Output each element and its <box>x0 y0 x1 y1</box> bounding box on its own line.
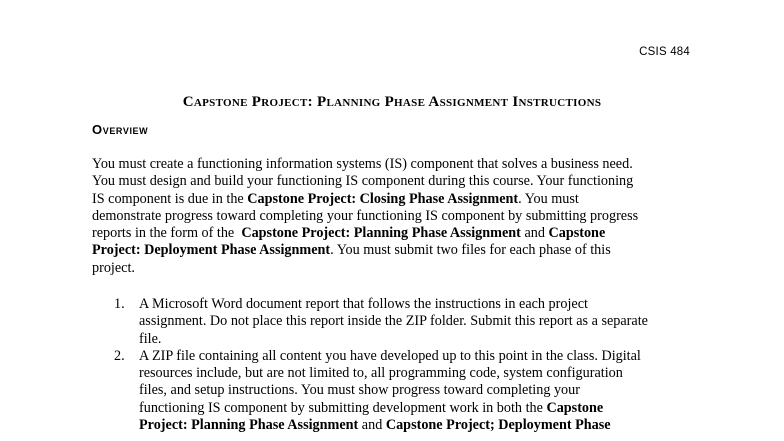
assignment-name-bold: Capstone <box>546 399 604 416</box>
list-item-line: file. <box>139 330 162 347</box>
list-item <box>92 348 712 434</box>
paragraph-line <box>92 260 707 277</box>
list-item-line <box>139 417 712 434</box>
list-item-line: assignment. Do not place this report inside the ZIP folder. Submit this report as a separate <box>139 313 648 330</box>
list-item-number: 1. <box>114 296 125 312</box>
paragraph-line <box>92 208 707 225</box>
list-item-line: files, and setup instructions. You must show progress toward completing your <box>139 382 580 399</box>
paragraph-line <box>92 225 707 242</box>
list-item-line: A ZIP file containing all content you have developed up to this point in the class. Digital <box>139 347 641 364</box>
assignment-name-bold: Project: Planning Phase Assignment <box>139 417 359 434</box>
assignment-name-bold: Capstone <box>548 225 606 242</box>
paragraph-line <box>92 242 707 259</box>
paragraph-text: You must design and build your functioning IS component during this course. Your functioning <box>92 173 634 190</box>
paragraph-text: functioning IS component by submitting development work in both the <box>139 399 547 416</box>
course-code: CSIS 484 <box>639 46 690 58</box>
assignment-name-bold: Project: Deployment Phase Assignment <box>92 242 331 259</box>
list-item-number: 2. <box>114 347 125 364</box>
paragraph-text: IS component is due in the <box>92 190 248 207</box>
paragraph-line <box>92 191 707 208</box>
paragraph-text: demonstrate progress toward completing your functioning IS component by submitting progress <box>92 207 639 224</box>
paragraph-text: You must create a functioning information systems (IS) component that solves a business need. <box>92 156 633 172</box>
overview-paragraph <box>92 156 707 277</box>
paragraph-text: and <box>520 225 549 242</box>
submission-files-list <box>92 296 712 434</box>
paragraph-line <box>92 156 707 173</box>
paragraph-text: . You must submit two files for each phase of this <box>330 242 611 259</box>
document-title: Capstone Project: Planning Phase Assignment Instructions <box>182 94 602 110</box>
assignment-name-bold: Capstone Project: Closing Phase Assignment <box>247 190 519 207</box>
list-item-line: A Microsoft Word document report that follows the instructions in each project <box>139 296 588 312</box>
assignment-name-bold: Capstone Project: Planning Phase Assignment <box>241 225 521 242</box>
paragraph-text: reports in the form of the <box>92 225 242 242</box>
assignment-name-bold: Capstone Project; Deployment Phase <box>385 417 611 434</box>
list-item-line: resources include, but are not limited to, all programming code, system configuration <box>139 365 623 382</box>
paragraph-line <box>92 173 707 190</box>
paragraph-text: . You must <box>518 190 579 207</box>
list-item <box>92 296 712 348</box>
paragraph-text: project. <box>92 259 135 276</box>
section-heading-overview: Overview <box>92 122 149 137</box>
paragraph-text: and <box>358 417 386 434</box>
list-item-line <box>139 400 712 417</box>
